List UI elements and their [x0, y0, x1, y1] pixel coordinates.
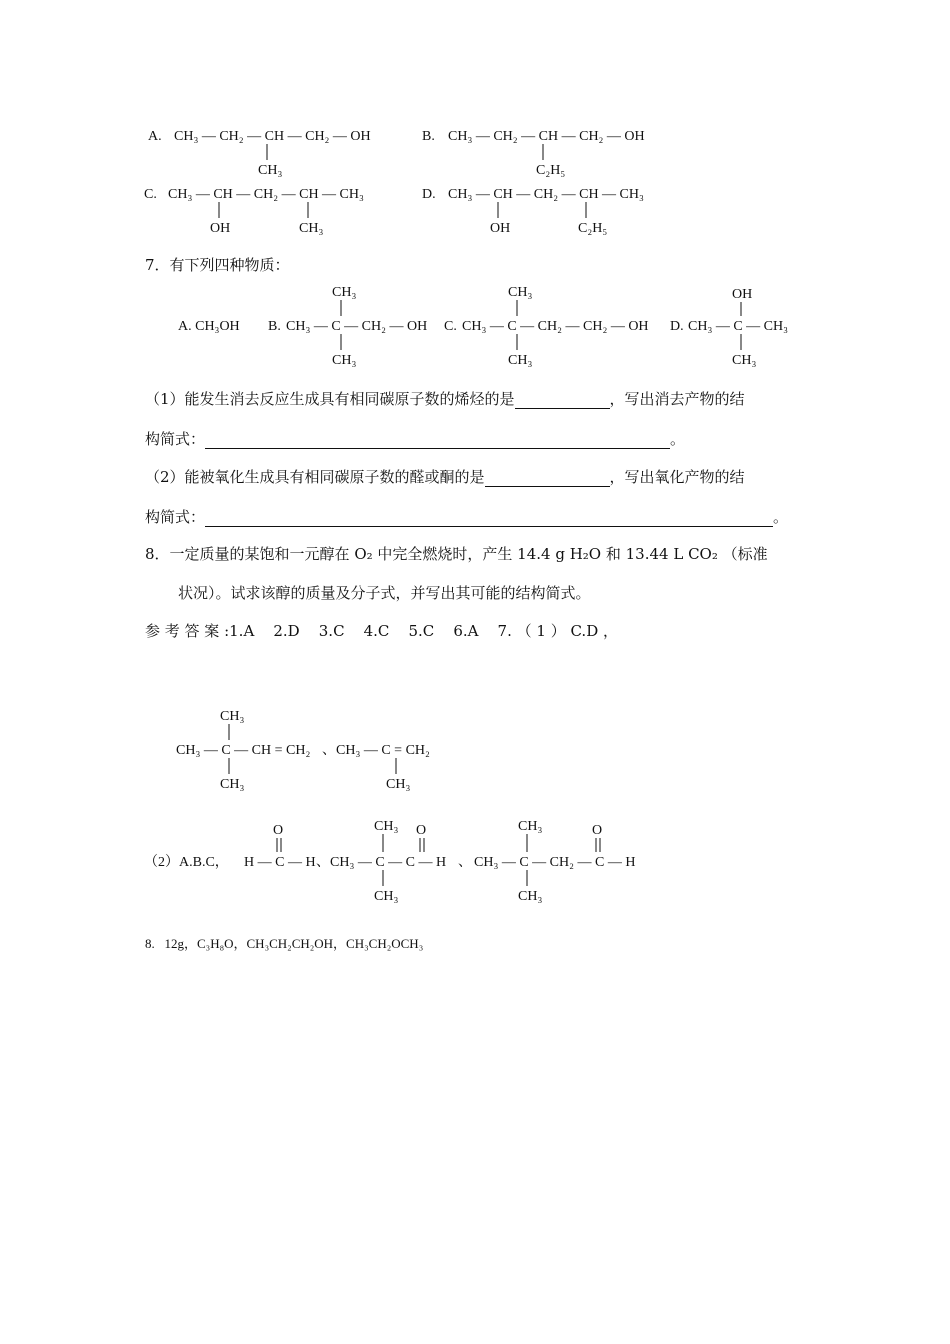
- q7-option-b-bottom: CH₃: [332, 353, 357, 368]
- answer7-part1-structures: [170, 700, 490, 795]
- q7-part1-struct-blank[interactable]: [205, 433, 670, 449]
- q7-option-d-bottom: CH₃: [732, 353, 757, 368]
- q7-option-c-bottom: CH₃: [508, 353, 533, 368]
- q7-option-a: A. CH₃OH: [178, 319, 240, 334]
- q7-part1-answer-blank[interactable]: [515, 393, 610, 409]
- answer8: 8. 12g，C₃H₈O，CH₃CH₂CH₂OH，CH₃CH₂OCH₃: [145, 936, 424, 951]
- q6-option-b-main: CH₃ — CH₂ — CH — CH₂ — OH: [448, 129, 645, 144]
- q7-structures-diagram: [170, 278, 810, 370]
- q6-option-b-branch: C₂H₅: [536, 163, 566, 178]
- q7-option-b-label: B.: [268, 319, 281, 334]
- answer7-part2-s2-main: CH₃ — C — C — H: [330, 855, 447, 870]
- answers-header: 参 考 答 案 :1.A 2.D 3.C 4.C 5.C 6.A 7. （ 1 ） C.D ，: [145, 622, 618, 640]
- answer7-part1-struct1-bottom: CH₃: [220, 777, 245, 792]
- q6-option-d-main: CH₃ — CH — CH₂ — CH — CH₃: [448, 187, 644, 202]
- q7-option-d-main: CH₃ — C — CH₃: [688, 319, 788, 334]
- answer7-part2-s2-top-oxygen: O: [416, 823, 427, 838]
- q6-option-b-label: B.: [422, 129, 435, 144]
- q6-option-d-branch2: C₂H₅: [578, 221, 608, 236]
- q6-option-c-main: CH₃ — CH — CH₂ — CH — CH₃: [168, 187, 364, 202]
- q7-option-d-top: OH: [732, 287, 753, 302]
- q6-options-diagram: [140, 118, 700, 243]
- answer7-part2-structures: [140, 812, 640, 912]
- q7-part1-line2: [145, 428, 685, 449]
- answer7-part2-s1-top: O: [273, 823, 284, 838]
- q6-option-a-branch: CH₃: [258, 163, 283, 178]
- answer7-part2-separator1: 、: [316, 855, 330, 870]
- q7-part1-struct-label: 构简式：: [145, 430, 206, 448]
- q7-part1-prompt: （1）能发生消去反应生成具有相同碳原子数的烯烃的是: [145, 390, 515, 408]
- q7-part1-end: 。: [670, 430, 686, 448]
- answer7-part1-struct1-main: CH₃ — C — CH = CH₂: [176, 743, 311, 758]
- q6-option-a-label: A.: [148, 129, 162, 144]
- answer7-part2-separator2: 、: [458, 855, 472, 870]
- q6-option-d-branch1: OH: [490, 221, 511, 236]
- q7-part2-line2: [145, 506, 788, 527]
- q7-option-b-top: CH₃: [332, 285, 357, 300]
- q8-line2: 状况）。试求该醇的质量及分子式，并写出其可能的结构简式。: [178, 584, 591, 602]
- q7-option-d-label: D.: [670, 319, 684, 334]
- q7-part2-prompt-tail: ，写出氧化产物的结: [609, 468, 745, 486]
- q6-option-a-main: CH₃ — CH₂ — CH — CH₂ — OH: [174, 129, 371, 144]
- q6-option-c-branch2: CH₃: [299, 221, 324, 236]
- q7-option-c-main: CH₃ — C — CH₂ — CH₂ — OH: [462, 319, 649, 334]
- answer7-part2-s3-top-methyl: CH₃: [518, 819, 543, 834]
- q6-option-c-label: C.: [144, 187, 157, 202]
- q7-part1-prompt-tail: ，写出消去产物的结: [609, 390, 745, 408]
- q7-part2-answer-blank[interactable]: [485, 471, 610, 487]
- answer7-part2-s3-bottom: CH₃: [518, 889, 543, 904]
- answer7-part1-struct2-main: CH₃ — C = CH₂: [336, 743, 430, 758]
- q7-stem: 7．有下列四种物质：: [145, 256, 290, 274]
- q7-part2-struct-blank[interactable]: [205, 511, 773, 527]
- q6-option-c-branch1: OH: [210, 221, 231, 236]
- q7-part1-line1: [145, 388, 745, 409]
- q7-option-c-label: C.: [444, 319, 457, 334]
- answer7-part2-s3-top-oxygen: O: [592, 823, 603, 838]
- answer7-part1-separator: 、: [322, 743, 336, 758]
- answer7-part2-label: （2）A.B.C，: [144, 855, 229, 870]
- answer7-part2-s1-main: H — C — H: [244, 855, 316, 870]
- q7-part2-struct-label: 构简式：: [145, 508, 206, 526]
- answer7-part2-s3-main: CH₃ — C — CH₂ — C — H: [474, 855, 636, 870]
- q7-option-b-main: CH₃ — C — CH₂ — OH: [286, 319, 428, 334]
- answer7-part2-s2-top-methyl: CH₃: [374, 819, 399, 834]
- q6-option-d-label: D.: [422, 187, 436, 202]
- q7-part2-prompt: （2）能被氧化生成具有相同碳原子数的醛或酮的是: [145, 468, 485, 486]
- answer7-part1-struct1-top: CH₃: [220, 709, 245, 724]
- q7-part2-end: 。: [773, 508, 789, 526]
- q7-part2-line1: [145, 466, 745, 487]
- answer7-part2-s2-bottom: CH₃: [374, 889, 399, 904]
- answer7-part1-struct2-bottom: CH₃: [386, 777, 411, 792]
- q8-line1: 8．一定质量的某饱和一元醇在 O₂ 中完全燃烧时，产生 14.4 g H₂O 和 13.44 L CO₂ （标准: [145, 545, 768, 563]
- q7-option-c-top: CH₃: [508, 285, 533, 300]
